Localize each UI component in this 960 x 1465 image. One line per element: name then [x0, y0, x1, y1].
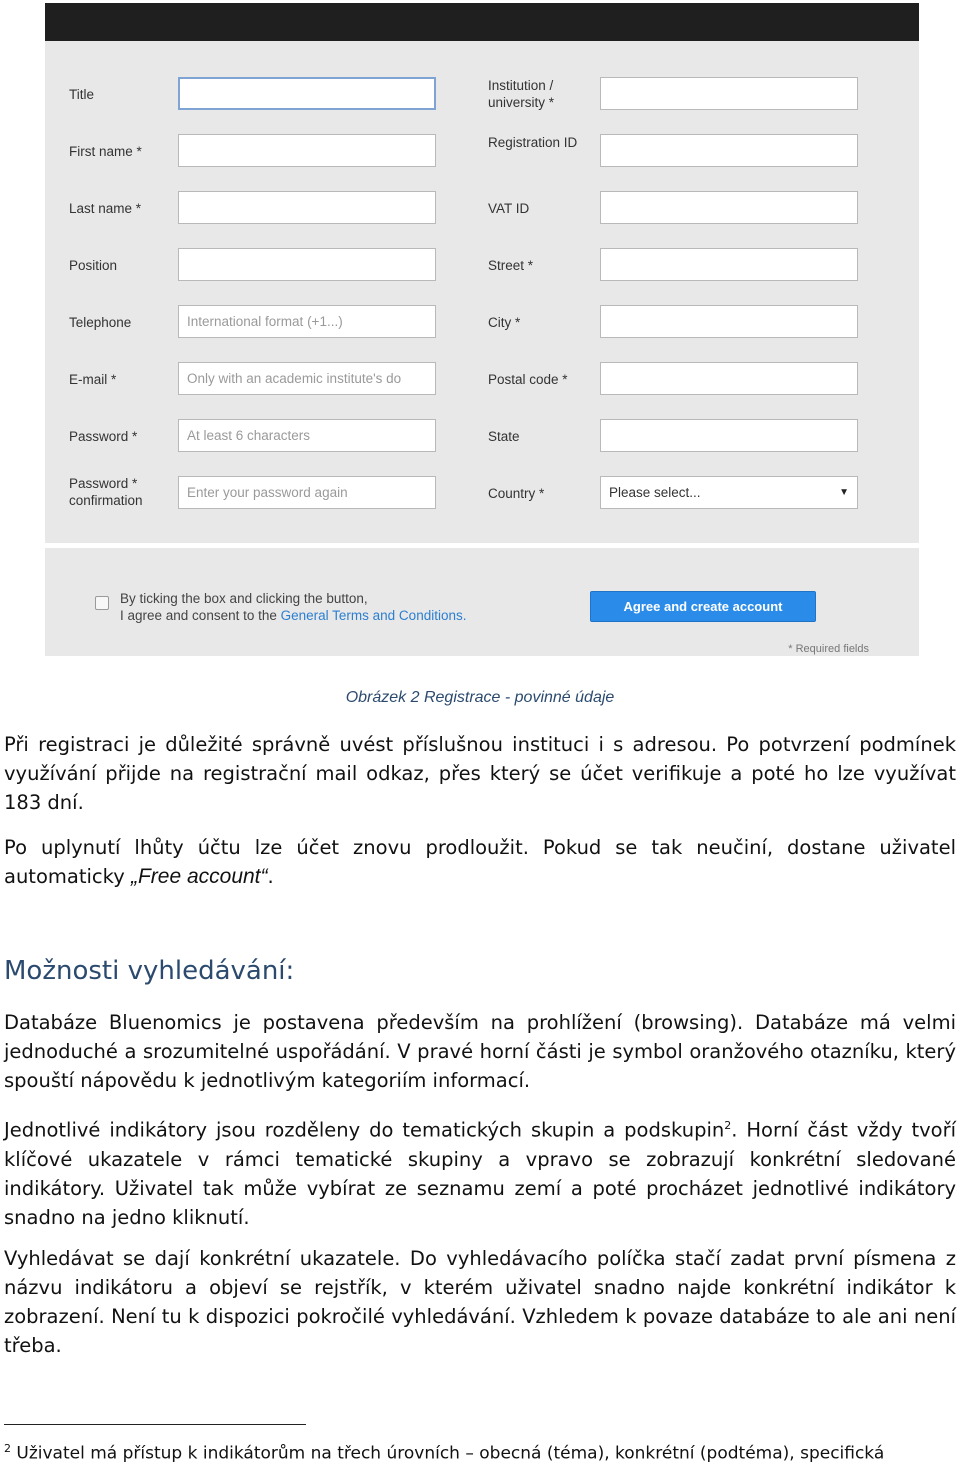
caret-down-icon: ▼	[839, 487, 849, 498]
first-name-input[interactable]	[178, 134, 436, 167]
password-confirmation-input[interactable]	[178, 476, 436, 509]
footnote-separator	[4, 1424, 306, 1425]
country-select-value: Please select...	[609, 485, 701, 500]
password-confirmation-label: Password * confirmation	[69, 476, 143, 508]
consent-line-2: I agree and consent to the	[120, 608, 281, 623]
registration-form	[45, 41, 919, 543]
registration-id-label: Registration ID	[488, 135, 578, 150]
first-name-label: First name *	[69, 144, 142, 159]
agreement-section	[45, 548, 919, 656]
telephone-input[interactable]	[178, 305, 436, 338]
paragraph-registration: Při registraci je důležité správně uvést příslušnou instituci i s adresou. Po potvrzení podmínek využívání přijde na registrační mail odkaz, přes který se účet verifikuje a poté ho lze využívat 183 dní.	[4, 733, 956, 814]
top-bar	[45, 3, 919, 41]
telephone-label: Telephone	[69, 315, 132, 330]
required-fields-note: * Required fields	[788, 643, 869, 655]
paragraph-database-browsing: Databáze Bluenomics je postavena především na prohlížení (browsing). Databáze má velmi jednoduché a srozumitelné uspořádání. V pravé horní části je symbol oranžového otazníku, který spouští nápovědu k jednotlivým kategoriím informací.	[4, 1011, 956, 1092]
paragraph-search: Vyhledávat se dají konkrétní ukazatele. Do vyhledávacího políčka stačí zadat první písmena z názvu indikátoru a objeví se rejstřík, v kterém uživatel snadno najde konkrétní indikátor k zobrazení. Není tu k dispozici pokročilé vyhledávání. Vzhledem k povaze databáze to ale ani není třeba.	[4, 1247, 956, 1357]
section-heading: Možnosti vyhledávání:	[4, 956, 295, 986]
institution-label: Institution / university *	[488, 78, 555, 110]
registration-screenshot	[45, 3, 919, 656]
country-label: Country *	[488, 486, 545, 501]
country-select[interactable]	[600, 476, 858, 509]
free-account-emphasis: „Free account“	[130, 865, 268, 888]
paragraph-indicators-rest: . Horní část vždy tvoří klíčové ukazatele v rámci tematické skupiny a vpravo se zobrazují konkrétní sledované indikátory. Uživatel tak může vybírat ze seznamu zemí a poté procházet jednotlivé indikátory snadno na jedno kliknutí.	[4, 1118, 957, 1229]
postal-code-input[interactable]	[600, 362, 858, 395]
footnote	[4, 1438, 884, 1465]
agree-create-account-button[interactable]: Agree and create account	[590, 591, 816, 622]
city-input[interactable]	[600, 305, 858, 338]
footnote-reference: 2	[724, 1119, 732, 1132]
figure-caption: Obrázek 2 Registrace - povinné údaje	[345, 689, 615, 706]
email-label: E-mail *	[69, 372, 117, 387]
email-input[interactable]	[178, 362, 436, 395]
paragraph-account-extension-end: .	[267, 865, 274, 888]
footnote-text: Uživatel má přístup k indikátorům na třech úrovních – obecná (téma), konkrétní (podtéma), specifická	[11, 1443, 885, 1464]
consent-line-1: By ticking the box and clicking the button,	[120, 591, 368, 606]
last-name-input[interactable]	[178, 191, 436, 224]
vat-id-label: VAT ID	[488, 201, 530, 216]
consent-text	[120, 590, 540, 624]
city-label: City *	[488, 315, 521, 330]
terms-checkbox[interactable]	[95, 596, 109, 610]
state-label: State	[488, 429, 520, 444]
title-label: Title	[69, 87, 95, 102]
paragraph-indicators-text: Jednotlivé indikátory jsou rozděleny do tematických skupin a podskupin	[4, 1118, 725, 1142]
paragraph-indicators	[4, 1111, 956, 1232]
password-label: Password *	[69, 429, 138, 444]
state-input[interactable]	[600, 419, 858, 452]
footnote-number: 2	[4, 1442, 11, 1455]
position-label: Position	[69, 258, 118, 273]
street-label: Street *	[488, 258, 534, 273]
registration-id-input[interactable]	[600, 134, 858, 167]
title-input[interactable]	[178, 77, 436, 110]
vat-id-input[interactable]	[600, 191, 858, 224]
paragraph-account-extension	[4, 833, 956, 891]
position-input[interactable]	[178, 248, 436, 281]
street-input[interactable]	[600, 248, 858, 281]
last-name-label: Last name *	[69, 201, 142, 216]
institution-input[interactable]	[600, 77, 858, 110]
terms-link[interactable]: General Terms and Conditions.	[280, 608, 467, 623]
paragraph-account-extension-text: Po uplynutí lhůty účtu lze účet znovu prodloužit. Pokud se tak neučiní, dostane uživatel automaticky	[4, 836, 956, 888]
password-input[interactable]	[178, 419, 436, 452]
postal-code-label: Postal code *	[488, 372, 568, 387]
